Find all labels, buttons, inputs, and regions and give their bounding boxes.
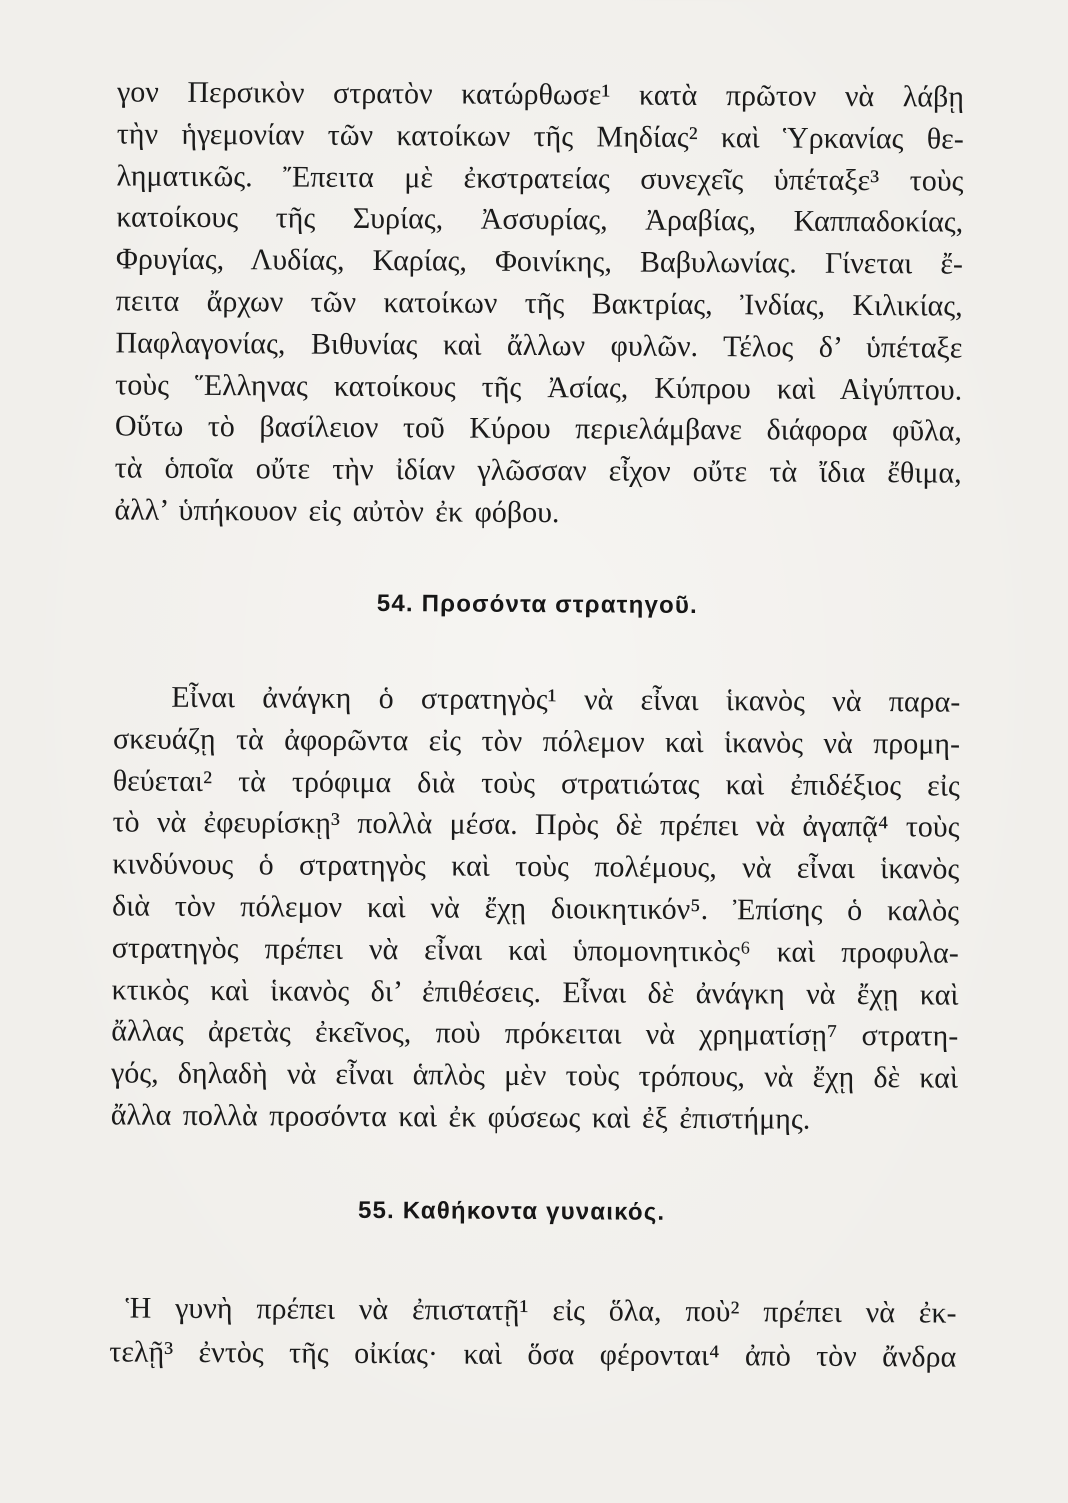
text-line: ἄλλας ἀρετὰς ἐκεῖνος, ποὺ πρόκειται νὰ χρηματίσῃ⁷ στρατη- [111, 1014, 959, 1053]
text-line: Παφλαγονίας, Βιθυνίας καὶ ἄλλων φυλῶν. Τέλος δ’ ὑπέταξε [115, 326, 963, 365]
text-line: Οὕτω τὸ βασίλειον τοῦ Κύρου περιελάμβανε διάφορα φῦλα, [114, 409, 963, 448]
text-line: Εἶναι ἀνάγκη ὁ στρατηγὸς¹ νὰ εἶναι ἱκανὸς νὰ παρα- [171, 680, 961, 719]
text-line: Φρυγίας, Λυδίας, Καρίας, Φοινίκης, Βαβυλωνίας. Γίνεται ἔ- [115, 242, 964, 281]
text-line: κατοίκους τῆς Συρίας, Ἀσσυρίας, Ἀραβίας, Καππαδοκίας, [116, 200, 964, 240]
text-line: γός, δηλαδὴ νὰ εἶναι ἁπλὸς μὲν τοὺς τρόπους, νὰ ἔχῃ δὲ καὶ [110, 1056, 959, 1095]
text-line: ἄλλα πολλὰ προσόντα καὶ ἐκ φύσεως καὶ ἐξ ἐπιστήμης. [110, 1098, 811, 1136]
text-line: τὴν ἡγεμονίαν τῶν κατοίκων τῆς Μηδίας² καὶ Ὑρκανίας θε- [116, 117, 964, 156]
text-line: ἀλλ’ ὑπήκουον εἰς αὐτὸν ἐκ φόβου. [114, 493, 560, 530]
text-line: ληματικῶς. Ἔπειτα μὲ ἐκστρατείας συνεχεῖς ὑπέταξε³ τοὺς [116, 159, 964, 198]
section-heading-54: 54. Προσόντα στρατηγοῦ. [376, 590, 699, 619]
text-line: θεύεται² τὰ τρόφιμα διὰ τοὺς στρατιώτας καὶ ἐπιδέξιος εἰς [112, 764, 960, 803]
text-line: πειτα ἄρχων τῶν κατοίκων τῆς Βακτρίας, Ἰνδίας, Κιλικίας, [115, 284, 963, 323]
paragraph-intro [114, 71, 964, 536]
text-line: στρατηγὸς πρέπει νὰ εἶναι καὶ ὑπομονητικὸς⁶ καὶ προφυλα- [111, 931, 959, 970]
text-line: Ἡ γυνὴ πρέπει νὰ ἐπιστατῇ¹ εἰς ὅλα, ποὺ² πρέπει νὰ ἐκ- [125, 1291, 957, 1330]
paragraph-section-54 [111, 676, 961, 1141]
text-line: κτικὸς καὶ ἱκανὸς δι’ ἐπιθέσεις. Εἶναι δὲ ἀνάγκη νὰ ἔχῃ καὶ [111, 973, 959, 1012]
text-line: τοὺς Ἕλληνας κατοίκους τῆς Ἀσίας, Κύπρου καὶ Αἰγύπτου. [115, 368, 963, 407]
text-line: τὰ ὁποῖα οὔτε τὴν ἰδίαν γλῶσσαν εἶχον οὔτε τὰ ἴδια ἔθιμα, [114, 451, 962, 490]
section-heading-55: 55. Καθήκοντα γυναικός. [357, 1196, 666, 1226]
paragraph-section-55 [109, 1286, 957, 1379]
text-line: γον Περσικὸν στρατὸν κατώρθωσε¹ κατὰ πρῶτον νὰ λάβῃ [116, 75, 965, 114]
text-line: τὸ νὰ ἐφευρίσκῃ³ πολλὰ μέσα. Πρὸς δὲ πρέπει νὰ ἀγαπᾷ⁴ τοὺς [112, 805, 960, 844]
text-line: κινδύνους ὁ στρατηγὸς καὶ τοὺς πολέμους, νὰ εἶναι ἱκανὸς [112, 847, 960, 886]
text-line: τελῇ³ ἐντὸς τῆς οἰκίας· καὶ ὅσα φέρονται⁴ ἀπὸ τὸν ἄνδρα [109, 1335, 957, 1374]
text-line: σκευάζῃ τὰ ἀφορῶντα εἰς τὸν πόλεμον καὶ ἱκανὸς νὰ προμη- [112, 722, 961, 761]
text-line: διὰ τὸν πόλεμον καὶ νὰ ἔχῃ διοικητικόν⁵. Ἐπίσης ὁ καλὸς [111, 889, 960, 928]
